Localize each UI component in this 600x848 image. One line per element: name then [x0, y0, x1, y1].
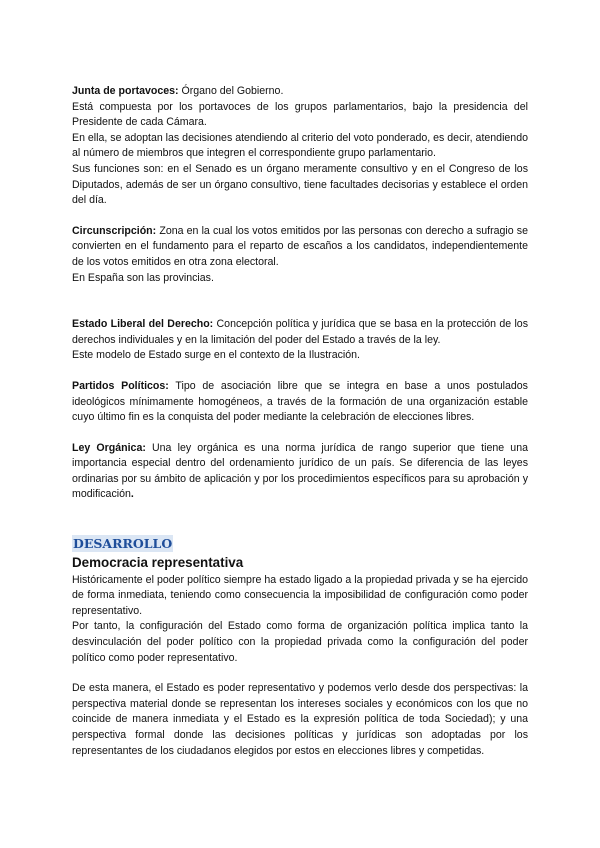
section-title: Democracia representativa	[72, 554, 244, 570]
entry-text: Concepción política y jurídica que se basa en la protección de los derechos individuales y en la limitación del poder del Estado a través de la ley.	[72, 318, 528, 346]
entry-term: Estado Liberal del Derecho:	[72, 318, 214, 331]
section-paragraph: Históricamente el poder político siempre ha estado ligado a la propiedad privada y se ha ejercido de forma inmediata, teniendo como consecuencia la imposibilidad de configuración como poder representativo.	[72, 573, 528, 617]
entry-text: Una ley orgánica es una norma jurídica de rango superior que tiene una importancia especial dentro del ordenamiento jurídico de un país. Se diferencia de las leyes ordinarias por su ámbito de aplicación y por los procedimientos específicos para su aprobación y modificación	[72, 441, 528, 501]
entry-text: Tipo de asociación libre que se integra en base a unos postulados ideológicos mínimamente homogéneos, a través de la formación de una organización estable cuyo último fin es la conquista del poder mediante la celebración de elecciones libres.	[72, 379, 528, 424]
section-label-row	[72, 535, 528, 554]
entry-term: Circunscripción:	[72, 224, 157, 237]
entry-definition	[72, 84, 528, 100]
glossary-entry-ley-organica	[72, 441, 528, 503]
entry-text-bold-period: .	[130, 488, 134, 501]
entry-text-line: En ella, se adoptan las decisiones atendiendo al criterio del voto ponderado, es decir, atendiendo al número de miembros que integren el correspondiente grupo parlamentario.	[72, 131, 528, 160]
entry-text-line: Este modelo de Estado surge en el contexto de la Ilustración.	[72, 349, 360, 362]
entry-definition	[72, 317, 528, 348]
glossary-entry-circunscripcion	[72, 224, 528, 286]
entry-term: Junta de portavoces:	[72, 85, 179, 97]
entry-text-line: Está compuesta por los portavoces de los grupos parlamentarios, bajo la presidencia del Presidente de cada Cámara.	[72, 100, 528, 129]
section-paragraph: De esta manera, el Estado es poder representativo y podemos verlo desde dos perspectivas: la perspectiva material donde se representan los intereses sociales y económicos con los que no coincide de manera inmediata y el Estado es la expresión política de toda Sociedad); y una perspectiva formal donde las decisiones políticas y jurídicas son adoptadas por los representantes de los ciudadanos elegidos por estos en elecciones libres y competidas.	[72, 682, 528, 757]
document-page	[72, 84, 528, 759]
entry-definition	[72, 224, 528, 271]
entry-text: Órgano del Gobierno.	[178, 85, 284, 97]
entry-term: Ley Orgánica:	[72, 441, 146, 454]
glossary-entry-partidos-politicos	[72, 379, 528, 426]
entry-text: Zona en la cual los votos emitidos por las personas con derecho a sufragio se convierten en el fundamento para el reparto de escaños a los candidatos, independientemente de los votos emitidos en otra zona electoral.	[72, 224, 528, 268]
section-desarrollo	[72, 535, 528, 759]
entry-term: Partidos Políticos:	[72, 379, 169, 392]
entry-definition	[72, 379, 528, 426]
entry-text-line: Sus funciones son: en el Senado es un órgano meramente consultivo y en el Congreso de los Diputados, además de ser un órgano consultivo, tiene facultades decisorias y establece el orden del día.	[72, 162, 528, 207]
entry-text-line: En España son las provincias.	[72, 271, 214, 284]
entry-definition	[72, 441, 528, 503]
glossary-entry-junta-de-portavoces	[72, 84, 528, 209]
section-label: DESARROLLO	[73, 536, 173, 552]
section-paragraph: Por tanto, la configuración del Estado como forma de organización política implica tanto la desvinculación del poder político con la propiedad privada como la configuración del poder político como poder representativo.	[72, 620, 528, 664]
glossary-entry-estado-liberal	[72, 317, 528, 364]
